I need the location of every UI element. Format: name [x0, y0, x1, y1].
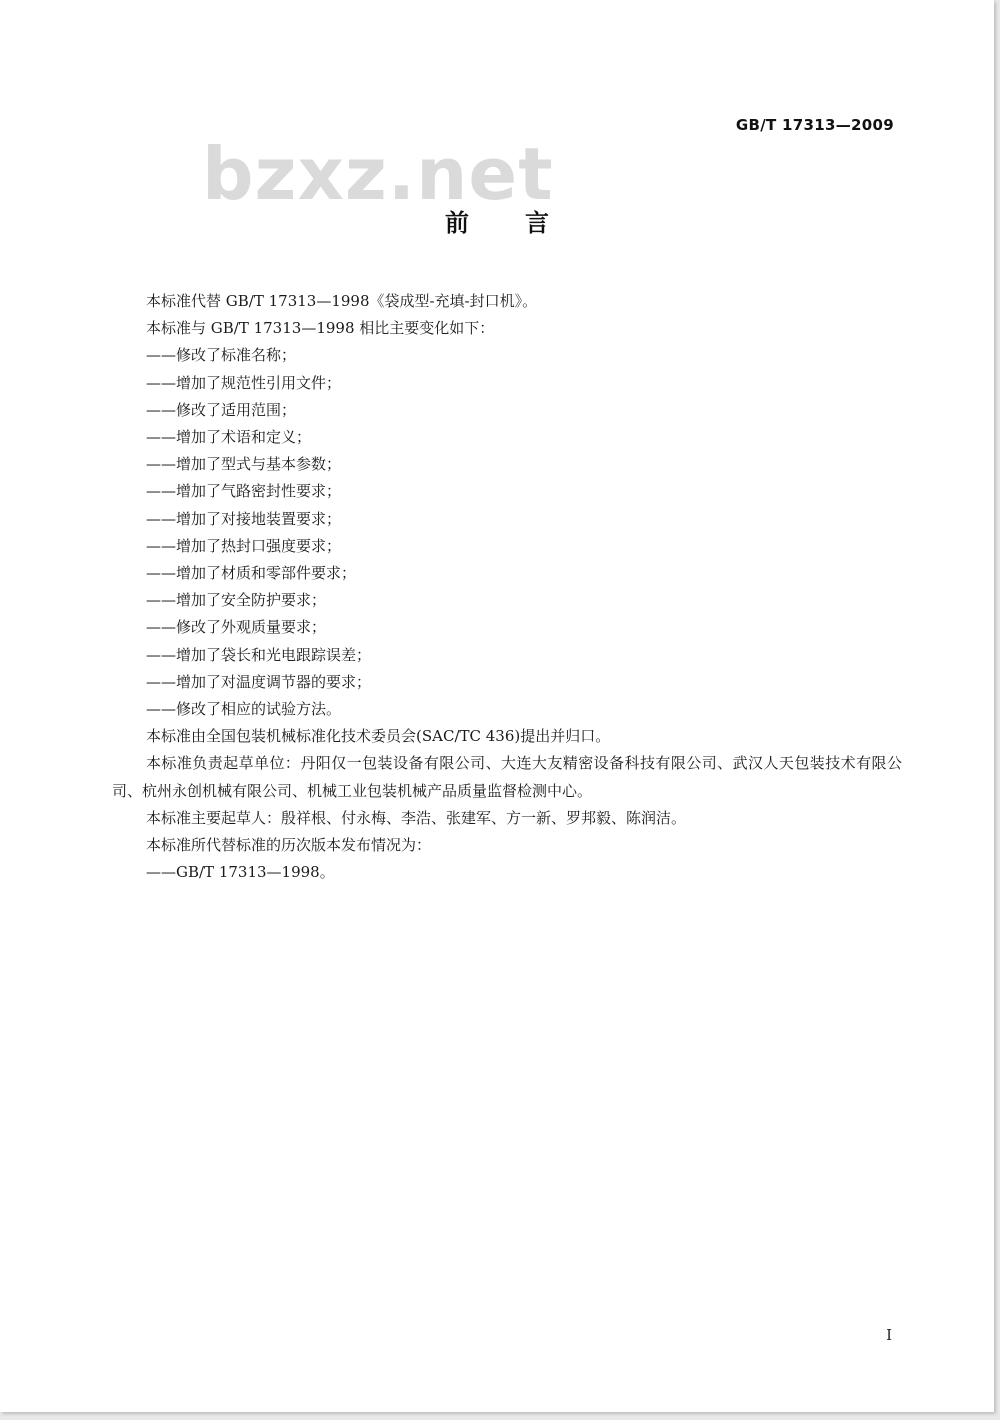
list-item: ——修改了适用范围； — [146, 400, 297, 419]
list-item: ——增加了热封口强度要求； — [146, 536, 342, 555]
paragraph-drafters: 本标准主要起草人：殷祥根、付永梅、李浩、张建军、方一新、罗邦毅、陈润洁。 — [146, 808, 687, 827]
list-item: ——增加了术语和定义； — [146, 428, 312, 447]
list-item: ——增加了型式与基本参数； — [146, 455, 342, 474]
paragraph-drafting-units: 本标准负责起草单位：丹阳仅一包装设备有限公司、大连大友精密设备科技有限公司、武汉人天包装技术有限公司、杭州永创机械有限公司、机械工业包装机械产品质量监督检测中心。 — [112, 754, 902, 800]
paragraph-history-intro: 本标准所代替标准的历次版本发布情况为： — [146, 836, 432, 855]
list-item: ——修改了标准名称； — [146, 346, 297, 365]
paragraph-changes-intro: 本标准与 GB/T 17313—1998 相比主要变化如下： — [146, 319, 495, 338]
list-item: ——增加了气路密封性要求； — [146, 482, 342, 501]
paragraph-proposer: 本标准由全国包装机械标准化技术委员会(SAC/TC 436)提出并归口。 — [146, 727, 611, 746]
list-item: ——增加了袋长和光电跟踪误差； — [146, 645, 372, 664]
list-item: ——增加了安全防护要求； — [146, 591, 327, 610]
list-item: ——增加了对接地装置要求； — [146, 509, 342, 528]
page-title: 前言 — [445, 209, 605, 237]
list-item: ——增加了材质和零部件要求； — [146, 564, 357, 583]
list-item: ——修改了外观质量要求； — [146, 618, 327, 637]
standard-code: GB/T 17313—2009 — [735, 116, 894, 134]
list-item: ——修改了相应的试验方法。 — [146, 700, 342, 719]
paragraph-history-item: ——GB/T 17313—1998。 — [146, 863, 335, 882]
changes-list — [112, 342, 902, 723]
paragraph-replaces: 本标准代替 GB/T 17313—1998《袋成型-充填-封口机》。 — [146, 292, 538, 310]
watermark-text: bzxz.net — [202, 132, 554, 216]
list-item: ——增加了规范性引用文件； — [146, 373, 342, 392]
foreword-body — [112, 288, 902, 886]
page-number: I — [886, 1326, 892, 1344]
list-item: ——增加了对温度调节器的要求； — [146, 672, 372, 691]
